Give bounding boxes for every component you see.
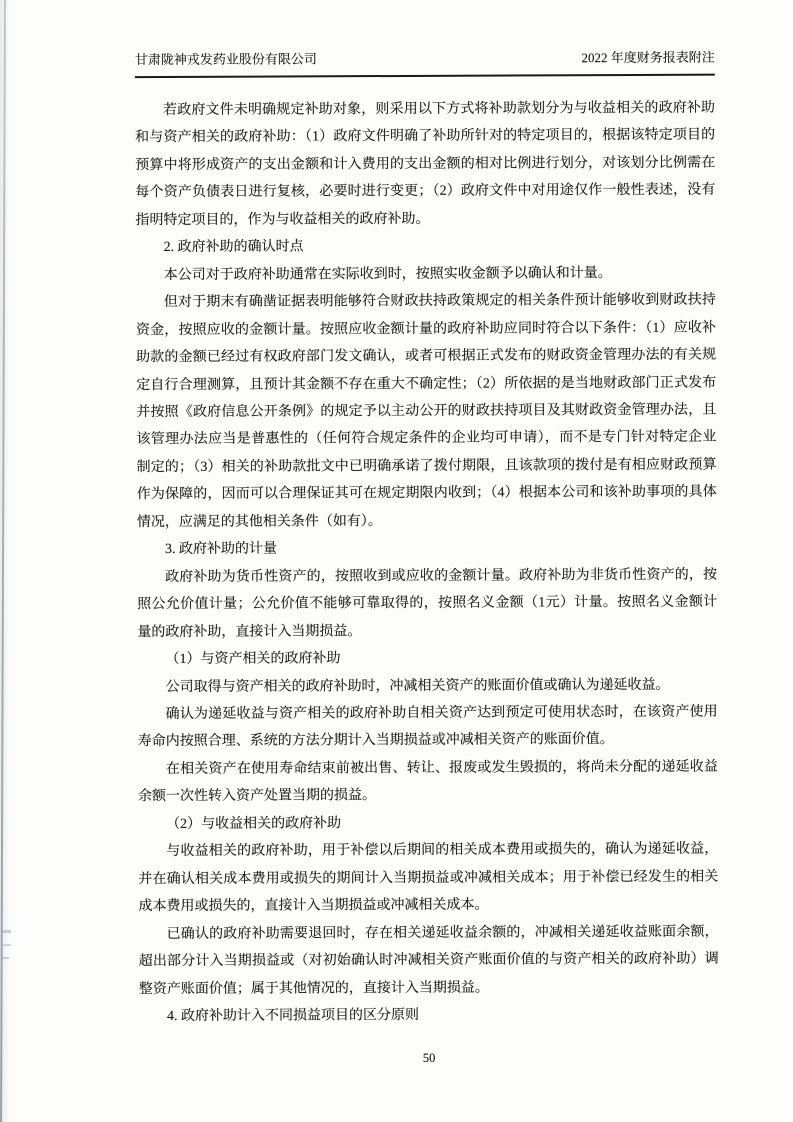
paragraph: 已确认的政府补助需要退回时，存在相关递延收益余额的，冲减相关递延收益账面余额，超出部分计入当期损益或（对初始确认时冲减相关资产账面价值的与资产相关的政府补助）调整资产账面价值；属于其他情况的，直接计入当期损益。	[138, 924, 719, 997]
company-name: 甘肃陇神戎发药业股份有限公司	[134, 51, 317, 68]
sub-heading: （2）与收益相关的政府补助	[166, 816, 342, 832]
page-number: 50	[422, 1050, 436, 1065]
paragraph: 与收益相关的政府补助，用于补偿以后期间的相关成本费用或损失的，确认为递延收益，并在确认相关成本费用或损失的期间计入当期损益或冲减相关成本；用于补偿已经发生的相关成本费用或损失的，直接计入当期损益或冲减相关成本。	[138, 841, 719, 915]
paragraph: 确认为递延收益与资产相关的政府补助自相关资产达到预定可使用状态时，在该资产使用寿命内按照合理、系统的方法分期计入当期损益或冲减相关资产的账面价值。	[137, 704, 718, 750]
section-heading: 3. 政府补助的计量	[164, 541, 277, 558]
paragraph: 本公司对于政府补助通常在实际收到时，按照实收金额予以确认和计量。	[163, 265, 612, 283]
paragraph: 但对于期末有确凿证据表明能够符合财政扶持政策规定的相关条件预计能够收到财政扶持资金，按照应收的金额计量。按照应收金额计量的政府补助应同时符合以下条件：（1）应收补助款的金额已经过有权政府部门发文确认，或者可根据正式发布的财政资金管理办法的有关规定自行合理测算，且预计其金额不存在重大不确定性；（2）所依据的是当地财政部门正式发布并按照《政府信息公开条例》的规定予以主动公开的财政扶持项目及其财政资金管理办法，且该管理办法应当是普惠性的（任何符合规定条件的企业均可申请），而不是专门针对特定企业制定的；（3）相关的补助款批文中已明确承诺了拨付期限，且该款项的拨付是有相应财政预算作为保障的，因而可以合理保证其可在规定期限内收到；（4）根据本公司和该补助事项的具体情况，应满足的其他相关条件（如有）。	[135, 292, 717, 530]
page-footer	[139, 1050, 719, 1068]
paragraph: 若政府文件未明确规定补助对象，则采用以下方式将补助款划分为与收益相关的政府补助和与资产相关的政府补助：（1）政府文件明确了补助所针对的特定项目的，根据该特定项目的预算中将形成资产的支出金额和计入费用的支出金额的相对比例进行划分，对该划分比例需在每个资产负债表日进行复核，必要时进行变更；（2）政府文件中对用途仅作一般性表述，没有指明特定项目的，作为与收益相关的政府补助。	[135, 100, 716, 228]
sub-heading: （1）与资产相关的政府补助	[165, 651, 341, 668]
section-heading: 2. 政府补助的确认时点	[163, 239, 304, 256]
report-title: 2022 年度财务报表附注	[581, 49, 715, 66]
document-body	[135, 95, 719, 1031]
paragraph: 在相关资产在使用寿命结束前被出售、转让、报废或发生毁损的，将尚未分配的递延收益余额一次性转入资产处置当期的损益。	[137, 759, 718, 805]
section-heading: 4. 政府补助计入不同损益项目的区分原则	[166, 1007, 420, 1024]
paragraph: 公司取得与资产相关的政府补助时，冲减相关资产的账面价值或确认为递延收益。	[165, 677, 670, 695]
page-header	[135, 50, 715, 79]
paragraph: 政府补助为货币性资产的，按照收到或应收的金额计量。政府补助为非货币性资产的，按照公允价值计量；公允价值不能够可靠取得的，按照名义金额（1元）计量。按照名义金额计量的政府补助，直接计入当期损益。	[137, 567, 718, 640]
